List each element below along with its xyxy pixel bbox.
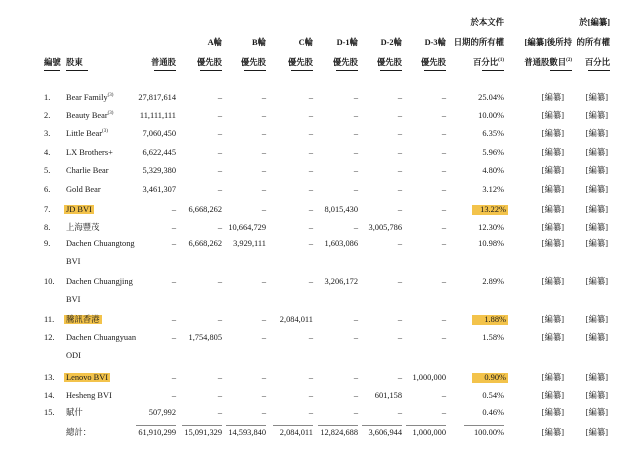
shares-d1: – bbox=[353, 166, 358, 175]
header-text: D-1輪 bbox=[336, 38, 358, 47]
row-number: 6. bbox=[44, 185, 51, 194]
shares-d1: – bbox=[353, 129, 358, 138]
header-no-line bbox=[44, 57, 68, 69]
post-shares-redacted: [編纂] bbox=[541, 373, 564, 382]
shares-c: – bbox=[308, 205, 313, 214]
post-shares-redacted: [編纂] bbox=[541, 185, 564, 194]
total-rule bbox=[182, 425, 222, 426]
header-underline bbox=[550, 70, 572, 71]
post-pct-redacted: [編纂] bbox=[585, 111, 608, 120]
shares-c: 2,084,011 bbox=[279, 315, 313, 324]
header-text: 優先股 bbox=[196, 58, 222, 67]
shares-d3: – bbox=[441, 111, 446, 120]
shares-b: 3,929,111 bbox=[233, 239, 266, 248]
header-a-pref-line bbox=[196, 57, 222, 69]
shares-d3: – bbox=[441, 333, 446, 342]
shares-ord: – bbox=[171, 239, 176, 248]
header-underline bbox=[291, 70, 313, 71]
total-rule bbox=[362, 425, 402, 426]
ownership-pct: 12.30% bbox=[478, 223, 504, 232]
shares-c: – bbox=[308, 277, 313, 286]
shareholder-name-text: Lenovo BVI bbox=[66, 373, 109, 382]
shares-ord: – bbox=[171, 391, 176, 400]
header-c-pref-line bbox=[287, 57, 313, 69]
header-text: 日期的所有權 bbox=[453, 38, 504, 47]
header-holder-line bbox=[66, 57, 106, 69]
shares-d2: – bbox=[397, 373, 402, 382]
shares-d2: – bbox=[397, 239, 402, 248]
shares-d2: – bbox=[397, 166, 402, 175]
total-rule bbox=[136, 425, 176, 426]
shares-d1: – bbox=[353, 391, 358, 400]
header-b-pref-line bbox=[240, 37, 266, 49]
header-text: D-2輪 bbox=[380, 38, 402, 47]
header-text: D-3輪 bbox=[424, 38, 446, 47]
shares-c: – bbox=[308, 223, 313, 232]
shares-a: – bbox=[217, 391, 222, 400]
header-d3-pref-line bbox=[416, 57, 446, 69]
shares-d3: – bbox=[441, 277, 446, 286]
shareholder-name-text: BVI bbox=[66, 295, 81, 304]
ownership-pct: 25.04% bbox=[478, 93, 504, 102]
footnote-marker: (2) bbox=[566, 58, 572, 64]
footnote-marker: (3) bbox=[107, 111, 114, 117]
post-pct-redacted: [編纂] bbox=[585, 373, 608, 382]
shares-a: – bbox=[217, 111, 222, 120]
shares-c: – bbox=[308, 239, 313, 248]
total-rule bbox=[318, 425, 358, 426]
shares-c: – bbox=[308, 129, 313, 138]
shares-d3: – bbox=[441, 129, 446, 138]
post-pct-redacted: [編纂] bbox=[585, 93, 608, 102]
footnote-marker: (3) bbox=[102, 129, 108, 135]
shares-b: – bbox=[261, 205, 266, 214]
shares-d3: – bbox=[441, 391, 446, 400]
shareholder-name-text: 上海豐茂 bbox=[66, 223, 100, 232]
shares-ord: 6,622,445 bbox=[142, 148, 176, 157]
total-rule bbox=[406, 425, 446, 426]
ownership-pct: 0.54% bbox=[482, 391, 504, 400]
shares-d1: 8,015,430 bbox=[324, 205, 358, 214]
ownership-pct: 2.89% bbox=[482, 277, 504, 286]
post-pct-redacted: [編纂] bbox=[585, 129, 608, 138]
header-text: [編纂]後所持 bbox=[524, 38, 572, 47]
shares-c: – bbox=[308, 166, 313, 175]
row-number: 4. bbox=[44, 148, 51, 157]
header-underline bbox=[424, 70, 446, 71]
post-pct-redacted: [編纂] bbox=[585, 315, 608, 324]
post-shares-redacted: [編纂] bbox=[541, 277, 564, 286]
shares-ord: 11,111,111 bbox=[139, 111, 176, 120]
header-underline bbox=[200, 70, 222, 71]
row-number: 1. bbox=[44, 93, 51, 102]
shares-d2: – bbox=[397, 408, 402, 417]
total-d1: 12,824,688 bbox=[320, 428, 358, 437]
total-rule bbox=[273, 425, 313, 426]
shares-d3: – bbox=[441, 205, 446, 214]
header-text: 百分比 bbox=[473, 58, 499, 67]
total-d2: 3,606,944 bbox=[368, 428, 402, 437]
header-underline bbox=[588, 70, 610, 71]
total-pct: 100.00% bbox=[473, 428, 504, 437]
header-pct-doc-line bbox=[452, 17, 504, 29]
shares-b: – bbox=[261, 93, 266, 102]
post-shares-redacted: [編纂] bbox=[541, 129, 564, 138]
header-b-pref-line bbox=[240, 57, 266, 69]
total-rule bbox=[464, 425, 504, 426]
shares-d3: – bbox=[441, 239, 446, 248]
shareholder-name-text: BVI bbox=[66, 257, 81, 266]
header-text: 優先股 bbox=[332, 58, 358, 67]
shareholder-name-text: Dachen Chuangyuan bbox=[66, 333, 137, 342]
header-underline bbox=[336, 70, 358, 71]
header-text: 百分比 bbox=[584, 58, 610, 67]
post-shares-redacted: [編纂] bbox=[541, 315, 564, 324]
shareholder-name-text: JD BVI bbox=[66, 205, 92, 214]
shares-d2: – bbox=[397, 111, 402, 120]
post-shares-redacted: [編纂] bbox=[541, 391, 564, 400]
row-number: 15. bbox=[44, 408, 55, 417]
shareholder-name-text: Dachen Chuangtong bbox=[66, 239, 135, 248]
post-pct-redacted: [編纂] bbox=[585, 185, 608, 194]
shares-b: – bbox=[261, 315, 266, 324]
shareholder-name-text: 騰訊香港 bbox=[66, 315, 100, 324]
shares-d1: – bbox=[353, 315, 358, 324]
shares-a: – bbox=[217, 315, 222, 324]
row-number: 9. bbox=[44, 239, 51, 248]
shares-b: – bbox=[261, 166, 266, 175]
shares-c: – bbox=[308, 373, 313, 382]
row-number: 12. bbox=[44, 333, 55, 342]
post-pct-redacted: [編纂] bbox=[585, 277, 608, 286]
shares-d1: – bbox=[353, 111, 358, 120]
row-number: 13. bbox=[44, 373, 55, 382]
shares-ord: – bbox=[171, 277, 176, 286]
shareholder-name-text: Little Bear bbox=[66, 129, 103, 138]
shares-ord: 507,992 bbox=[148, 408, 176, 417]
row-number: 7. bbox=[44, 205, 51, 214]
post-pct-redacted: [編纂] bbox=[585, 239, 608, 248]
shares-b: – bbox=[261, 111, 266, 120]
shares-d1: – bbox=[353, 223, 358, 232]
total-rule bbox=[226, 425, 266, 426]
shares-a: – bbox=[217, 408, 222, 417]
header-text: 於本文件 bbox=[470, 18, 504, 27]
header-underline bbox=[244, 70, 266, 71]
ownership-pct: 1.88% bbox=[472, 315, 508, 325]
shares-c: – bbox=[308, 111, 313, 120]
shares-d2: – bbox=[397, 185, 402, 194]
shares-d2: – bbox=[397, 277, 402, 286]
shareholder-name bbox=[66, 257, 156, 267]
header-d1-pref-line bbox=[328, 37, 358, 49]
shares-ord: 5,329,380 bbox=[142, 166, 176, 175]
row-number: 14. bbox=[44, 391, 55, 400]
header-d1-pref-line bbox=[328, 57, 358, 69]
ownership-pct: 0.90% bbox=[472, 373, 508, 383]
shares-c: – bbox=[308, 148, 313, 157]
post-pct-redacted: [編纂] bbox=[585, 205, 608, 214]
shares-a: – bbox=[217, 148, 222, 157]
shares-a: – bbox=[217, 166, 222, 175]
header-text: 的所有權 bbox=[576, 38, 610, 47]
row-number: 3. bbox=[44, 129, 51, 138]
header-text: 優先股 bbox=[287, 58, 313, 67]
shares-a: 6,668,262 bbox=[188, 205, 222, 214]
row-number: 8. bbox=[44, 223, 51, 232]
shares-d1: 1,603,086 bbox=[324, 239, 358, 248]
shares-d1: – bbox=[353, 408, 358, 417]
total-b: 14,593,840 bbox=[228, 428, 266, 437]
header-underline bbox=[380, 70, 402, 71]
shares-a: – bbox=[217, 129, 222, 138]
shares-d3: – bbox=[441, 166, 446, 175]
total-pctpost: [編纂] bbox=[585, 428, 608, 437]
header-text: 於[編纂] bbox=[579, 18, 610, 27]
shares-d2: – bbox=[397, 315, 402, 324]
shares-d1: – bbox=[353, 373, 358, 382]
post-shares-redacted: [編纂] bbox=[541, 111, 564, 120]
header-d2-pref-line bbox=[372, 37, 402, 49]
shareholder-name-text: Dachen Chuangjing bbox=[66, 277, 133, 286]
row-number: 11. bbox=[44, 315, 55, 324]
shares-a: – bbox=[217, 185, 222, 194]
header-a-pref-line bbox=[196, 37, 222, 49]
header-text: B輪 bbox=[252, 38, 266, 47]
shares-c: – bbox=[308, 185, 313, 194]
header-text: C輪 bbox=[298, 38, 313, 47]
shareholder-name-text: LX Brothers+ bbox=[66, 148, 113, 157]
shares-c: – bbox=[308, 408, 313, 417]
shares-b: – bbox=[261, 277, 266, 286]
shares-d1: – bbox=[353, 148, 358, 157]
shares-b: – bbox=[261, 408, 266, 417]
ownership-pct: 10.00% bbox=[478, 111, 504, 120]
shares-d2: – bbox=[397, 333, 402, 342]
post-shares-redacted: [編纂] bbox=[541, 93, 564, 102]
shares-d3: 1,000,000 bbox=[412, 373, 446, 382]
post-shares-redacted: [編纂] bbox=[541, 148, 564, 157]
row-number: 5. bbox=[44, 166, 51, 175]
ownership-pct: 3.12% bbox=[482, 185, 504, 194]
shares-d1: – bbox=[353, 93, 358, 102]
shares-d3: – bbox=[441, 93, 446, 102]
header-pct-post-line bbox=[572, 37, 610, 49]
header-underline bbox=[482, 70, 504, 71]
shares-b: – bbox=[261, 129, 266, 138]
shareholder-name-text: 賦什 bbox=[66, 408, 83, 417]
header-pct-post-line bbox=[572, 57, 610, 69]
shares-d1: – bbox=[353, 333, 358, 342]
header-post-shares-line bbox=[510, 37, 572, 49]
shares-d3: – bbox=[441, 315, 446, 324]
shares-b: – bbox=[261, 148, 266, 157]
shares-c: – bbox=[308, 333, 313, 342]
header-underline bbox=[154, 70, 176, 71]
shares-d2: – bbox=[397, 129, 402, 138]
shares-a: 1,754,805 bbox=[188, 333, 222, 342]
shares-ord: – bbox=[171, 205, 176, 214]
post-shares-redacted: [編纂] bbox=[541, 408, 564, 417]
shareholder-name-text: Charlie Bear bbox=[66, 166, 109, 175]
ownership-pct: 1.58% bbox=[482, 333, 504, 342]
ownership-pct: 10.98% bbox=[478, 239, 504, 248]
shares-b: – bbox=[261, 373, 266, 382]
shares-d3: – bbox=[441, 223, 446, 232]
shares-d3: – bbox=[441, 148, 446, 157]
shares-d2: 3,005,786 bbox=[368, 223, 402, 232]
shareholder-name bbox=[66, 351, 156, 361]
shareholder-name-text: Bear Family bbox=[66, 93, 108, 102]
shares-b: – bbox=[261, 391, 266, 400]
header-text: 優先股 bbox=[420, 58, 446, 67]
shares-b: 10,664,729 bbox=[228, 223, 266, 232]
ownership-pct: 4.80% bbox=[482, 166, 504, 175]
header-ordinary-line bbox=[140, 57, 176, 69]
header-text: 優先股 bbox=[376, 58, 402, 67]
post-shares-redacted: [編纂] bbox=[541, 223, 564, 232]
ownership-pct: 13.22% bbox=[472, 205, 508, 215]
total-c: 2,084,011 bbox=[279, 428, 313, 437]
shares-a: 6,668,262 bbox=[188, 239, 222, 248]
shareholder-name-text: Beauty Bear bbox=[66, 111, 108, 120]
shares-a: – bbox=[217, 277, 222, 286]
shareholder-name-text: Hesheng BVI bbox=[66, 391, 112, 400]
shares-d1: – bbox=[353, 185, 358, 194]
ownership-pct: 6.35% bbox=[482, 129, 504, 138]
ownership-pct: 0.46% bbox=[482, 408, 504, 417]
total-a: 15,091,329 bbox=[184, 428, 222, 437]
total-post: [編纂] bbox=[541, 428, 564, 437]
ownership-pct: 5.96% bbox=[482, 148, 504, 157]
shares-d2: – bbox=[397, 93, 402, 102]
header-d3-pref-line bbox=[416, 37, 446, 49]
shares-c: – bbox=[308, 93, 313, 102]
header-text: A輪 bbox=[207, 38, 222, 47]
footnote-marker: (1) bbox=[498, 58, 504, 64]
header-post-shares-line bbox=[510, 57, 572, 69]
shares-d3: – bbox=[441, 185, 446, 194]
shareholder-name-text: Gold Bear bbox=[66, 185, 101, 194]
footnote-marker: (3) bbox=[107, 93, 114, 99]
shares-a: – bbox=[217, 373, 222, 382]
shares-ord: 3,461,307 bbox=[142, 185, 176, 194]
shares-c: – bbox=[308, 391, 313, 400]
total-d3: 1,000,000 bbox=[412, 428, 446, 437]
shares-d2: 601,158 bbox=[374, 391, 402, 400]
shares-ord: – bbox=[171, 333, 176, 342]
post-shares-redacted: [編纂] bbox=[541, 166, 564, 175]
shares-d1: 3,206,172 bbox=[324, 277, 358, 286]
header-text: 優先股 bbox=[240, 58, 266, 67]
post-pct-redacted: [編纂] bbox=[585, 333, 608, 342]
post-shares-redacted: [編纂] bbox=[541, 205, 564, 214]
post-shares-redacted: [編纂] bbox=[541, 333, 564, 342]
shares-d2: – bbox=[397, 205, 402, 214]
shares-ord: – bbox=[171, 315, 176, 324]
post-shares-redacted: [編纂] bbox=[541, 239, 564, 248]
shares-a: – bbox=[217, 93, 222, 102]
header-d2-pref-line bbox=[372, 57, 402, 69]
header-pct-doc-line bbox=[452, 57, 504, 69]
shares-ord: 27,817,614 bbox=[138, 93, 176, 102]
post-pct-redacted: [編纂] bbox=[585, 223, 608, 232]
header-text: 編號 bbox=[44, 58, 61, 67]
row-number: 10. bbox=[44, 277, 55, 286]
post-pct-redacted: [編纂] bbox=[585, 408, 608, 417]
shares-b: – bbox=[261, 333, 266, 342]
header-pct-post-line bbox=[572, 17, 610, 29]
shares-d2: – bbox=[397, 148, 402, 157]
shares-d3: – bbox=[441, 408, 446, 417]
post-pct-redacted: [編纂] bbox=[585, 391, 608, 400]
shares-ord: 7,060,450 bbox=[142, 129, 176, 138]
header-text: 股東 bbox=[66, 58, 83, 67]
shares-b: – bbox=[261, 185, 266, 194]
shareholder-name bbox=[66, 295, 156, 305]
header-text: 普通股 bbox=[150, 58, 176, 67]
header-text: 普通股數目 bbox=[524, 58, 567, 67]
shares-ord: – bbox=[171, 373, 176, 382]
header-underline bbox=[44, 70, 60, 71]
shares-ord: – bbox=[171, 223, 176, 232]
shares-a: – bbox=[217, 223, 222, 232]
header-underline bbox=[66, 70, 88, 71]
total-label: 總計： bbox=[66, 428, 92, 437]
header-c-pref-line bbox=[287, 37, 313, 49]
total-ord: 61,910,299 bbox=[138, 428, 176, 437]
post-pct-redacted: [編纂] bbox=[585, 148, 608, 157]
shareholder-name-text: ODI bbox=[66, 351, 81, 360]
header-pct-doc-line bbox=[452, 37, 504, 49]
post-pct-redacted: [編纂] bbox=[585, 166, 608, 175]
row-number: 2. bbox=[44, 111, 51, 120]
